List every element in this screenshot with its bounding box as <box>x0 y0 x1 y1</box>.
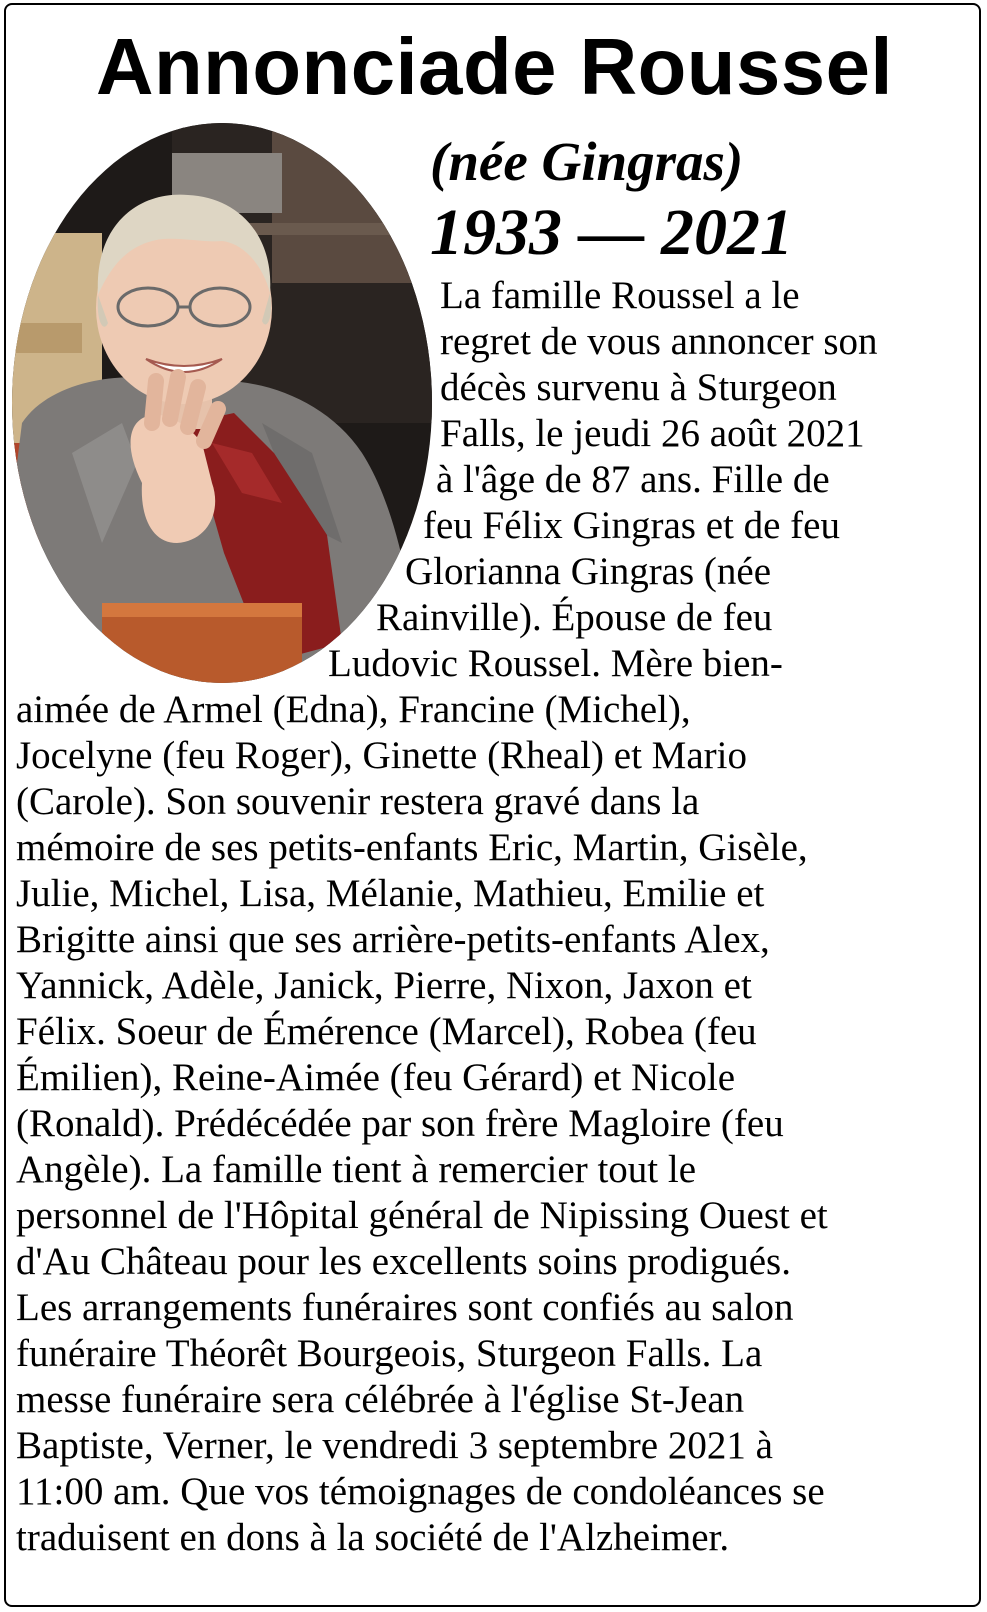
obituary-text-line: aimée de Armel (Edna), Francine (Michel), <box>16 688 691 731</box>
life-years: 1933 — 2021 <box>430 196 793 269</box>
obituary-text-line: Les arrangements funéraires sont confiés au salon <box>16 1286 794 1329</box>
obituary-text-line: Julie, Michel, Lisa, Mélanie, Mathieu, Emilie et <box>16 872 765 915</box>
obituary-text-line: regret de vous annoncer son <box>440 320 878 363</box>
obituary-text-line: funéraire Théorêt Bourgeois, Sturgeon Falls. La <box>16 1332 763 1375</box>
obituary-text-line: 11:00 am. Que vos témoignages de condoléances se <box>16 1470 825 1513</box>
obituary-text-line: traduisent en dons à la société de l'Alzheimer. <box>16 1516 730 1559</box>
deceased-name: Annonciade Roussel <box>95 22 894 111</box>
obituary-text-line: Émilien), Reine-Aimée (feu Gérard) et Nicole <box>16 1056 736 1099</box>
obituary-text-line: La famille Roussel a le <box>440 274 800 317</box>
obituary-text-line: Ludovic Roussel. Mère bien- <box>328 642 783 685</box>
portrait-photo <box>12 123 432 683</box>
obituary-text-line: d'Au Château pour les excellents soins prodigués. <box>16 1240 791 1283</box>
obituary-text-line: feu Félix Gingras et de feu <box>423 504 840 547</box>
obituary-card <box>4 3 981 1607</box>
obituary-text-line: personnel de l'Hôpital général de Nipissing Ouest et <box>16 1194 828 1237</box>
obituary-text-line: Jocelyne (feu Roger), Ginette (Rheal) et Mario <box>16 734 747 777</box>
obituary-text-line: Angèle). La famille tient à remercier tout le <box>16 1148 697 1191</box>
obituary-text-line: Brigitte ainsi que ses arrière-petits-enfants Alex, <box>16 918 770 961</box>
obituary-text-line: (Carole). Son souvenir restera gravé dans la <box>16 780 700 823</box>
obituary-text-line: Félix. Soeur de Émérence (Marcel), Robea (feu <box>16 1010 757 1053</box>
obituary-text-line: Rainville). Épouse de feu <box>376 596 773 639</box>
obituary-text-line: à l'âge de 87 ans. Fille de <box>436 458 830 501</box>
obituary-text-line: Yannick, Adèle, Janick, Pierre, Nixon, Jaxon et <box>16 964 752 1007</box>
obituary-text-line: Glorianna Gingras (née <box>405 550 772 593</box>
obituary-text-line: (Ronald). Prédécédée par son frère Magloire (feu <box>16 1102 784 1145</box>
obituary-text-line: décès survenu à Sturgeon <box>440 366 837 409</box>
maiden-name: (née Gingras) <box>430 131 744 192</box>
obituary-text-line: messe funéraire sera célébrée à l'église St-Jean <box>16 1378 745 1421</box>
obituary-text-line: Baptiste, Verner, le vendredi 3 septembre 2021 à <box>16 1424 773 1467</box>
obituary-text-line: mémoire de ses petits-enfants Eric, Martin, Gisèle, <box>16 826 808 869</box>
obituary-text-line: Falls, le jeudi 26 août 2021 <box>440 412 865 455</box>
